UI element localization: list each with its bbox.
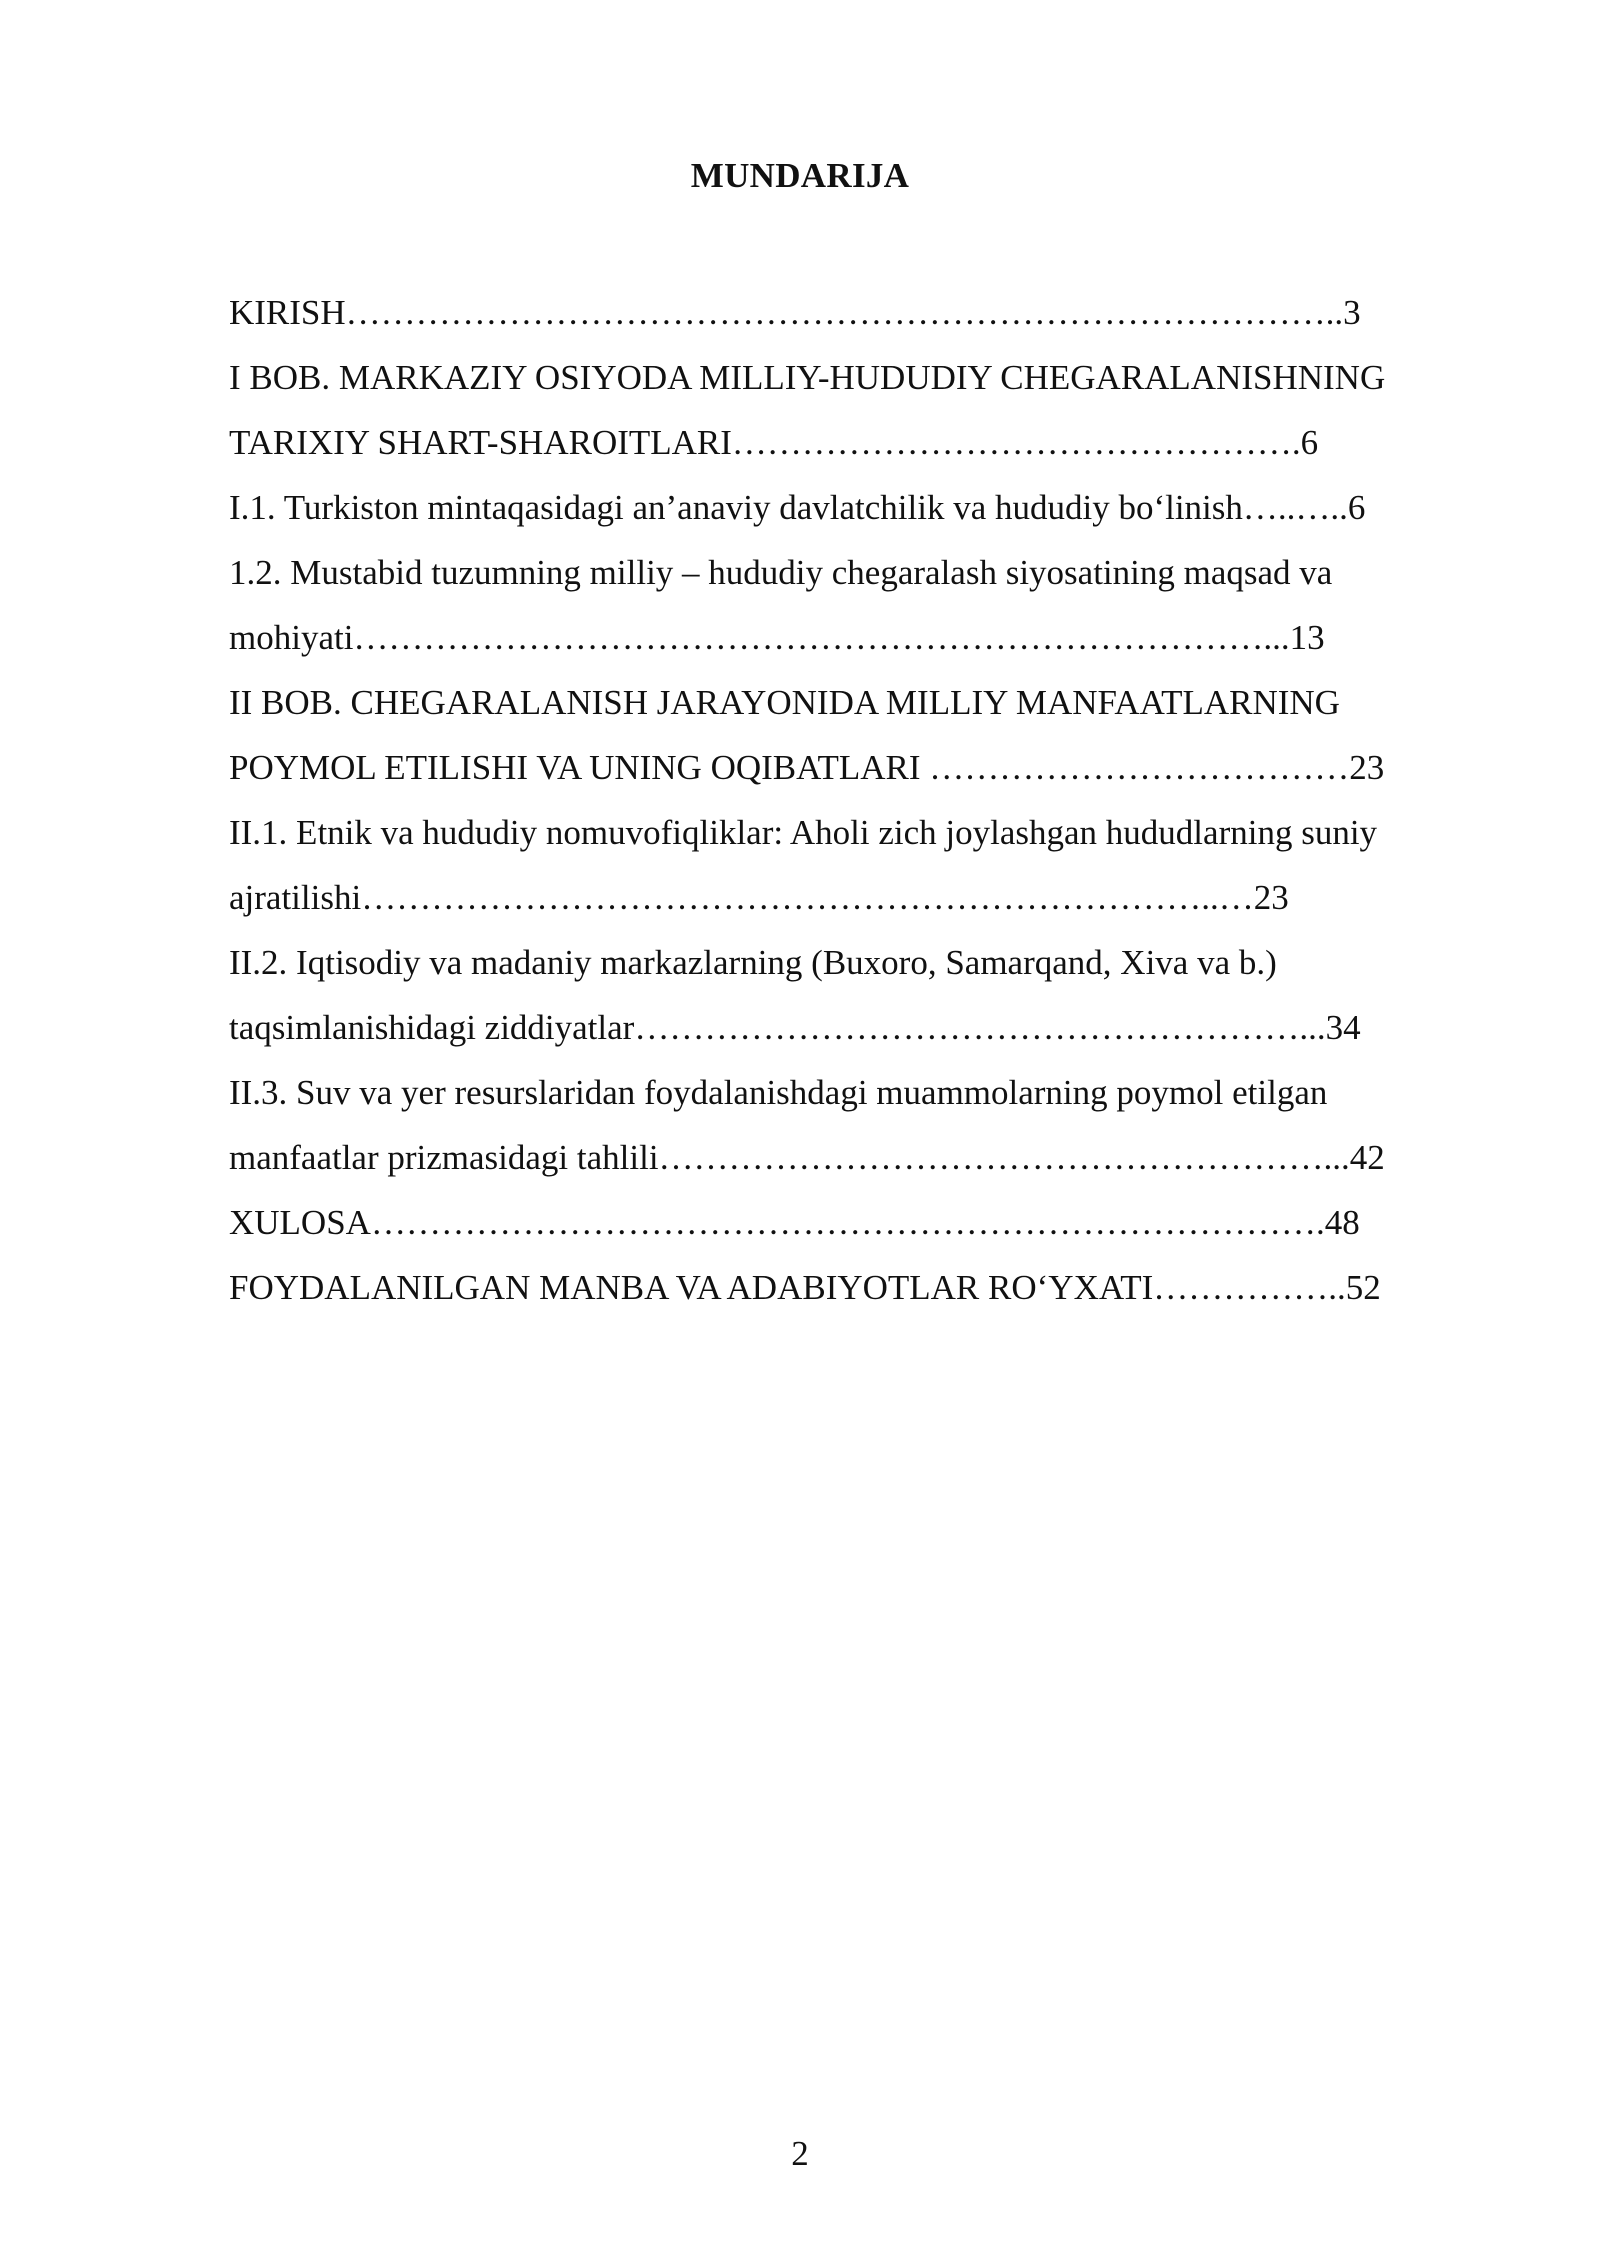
toc-entry-references[interactable]: FOYDALANILGAN MANBA VA ADABIYOTLAR RO‘YXATI……………..52: [229, 1268, 1381, 1307]
page-title: MUNDARIJA: [690, 156, 910, 195]
toc-entry-section-2-2-line-2[interactable]: taqsimlanishidagi ziddiyatlar…………………………………………………...34: [229, 1008, 1361, 1047]
toc-entry-section-1-2-line-1[interactable]: 1.2. Mustabid tuzumning milliy – hududiy chegaralash siyosatining maqsad va: [229, 553, 1333, 592]
toc-entry-section-2-3-line-1[interactable]: II.3. Suv va yer resurslaridan foydalanishdagi muammolarning poymol etilgan: [229, 1073, 1328, 1112]
toc-entry-chapter-2-line-1[interactable]: II BOB. CHEGARALANISH JARAYONIDA MILLIY MANFAATLARNING: [229, 683, 1340, 722]
page-number: 2: [791, 2134, 809, 2173]
toc-entry-section-2-2-line-1[interactable]: II.2. Iqtisodiy va madaniy markazlarning (Buxoro, Samarqand, Xiva va b.): [229, 943, 1277, 982]
table-of-contents: [229, 280, 1489, 1320]
toc-entry-chapter-2-line-2[interactable]: POYMOL ETILISHI VA UNING OQIBATLARI ………………………………23: [229, 748, 1385, 787]
toc-entry-section-2-3-line-2[interactable]: manfaatlar prizmasidagi tahlili…………………………………………………...42: [229, 1138, 1385, 1177]
toc-entry-section-1-1[interactable]: I.1. Turkiston mintaqasidagi an’anaviy davlatchilik va hududiy bo‘linish…..…..6: [229, 488, 1366, 527]
toc-entry-section-2-1-line-1[interactable]: II.1. Etnik va hududiy nomuvofiqliklar: Aholi zich joylashgan hududlarning suniy: [229, 813, 1378, 852]
toc-entry-chapter-1-line-1[interactable]: I BOB. MARKAZIY OSIYODA MILLIY-HUDUDIY CHEGARALANISHNING: [229, 358, 1386, 397]
toc-entry-chapter-1-line-2[interactable]: TARIXIY SHART-SHAROITLARI………………………………………….6: [229, 423, 1319, 462]
toc-entry-section-1-2-line-2[interactable]: mohiyati……………………………………………………………………...13: [229, 618, 1325, 657]
toc-entry-kirish[interactable]: KIRISH…………………………………………………………………………..3: [229, 293, 1361, 332]
toc-entry-section-2-1-line-2[interactable]: ajratilishi………………………………………………………………..…23: [229, 878, 1289, 917]
toc-entry-xulosa[interactable]: XULOSA……………………………………………………………………….48: [229, 1203, 1360, 1242]
